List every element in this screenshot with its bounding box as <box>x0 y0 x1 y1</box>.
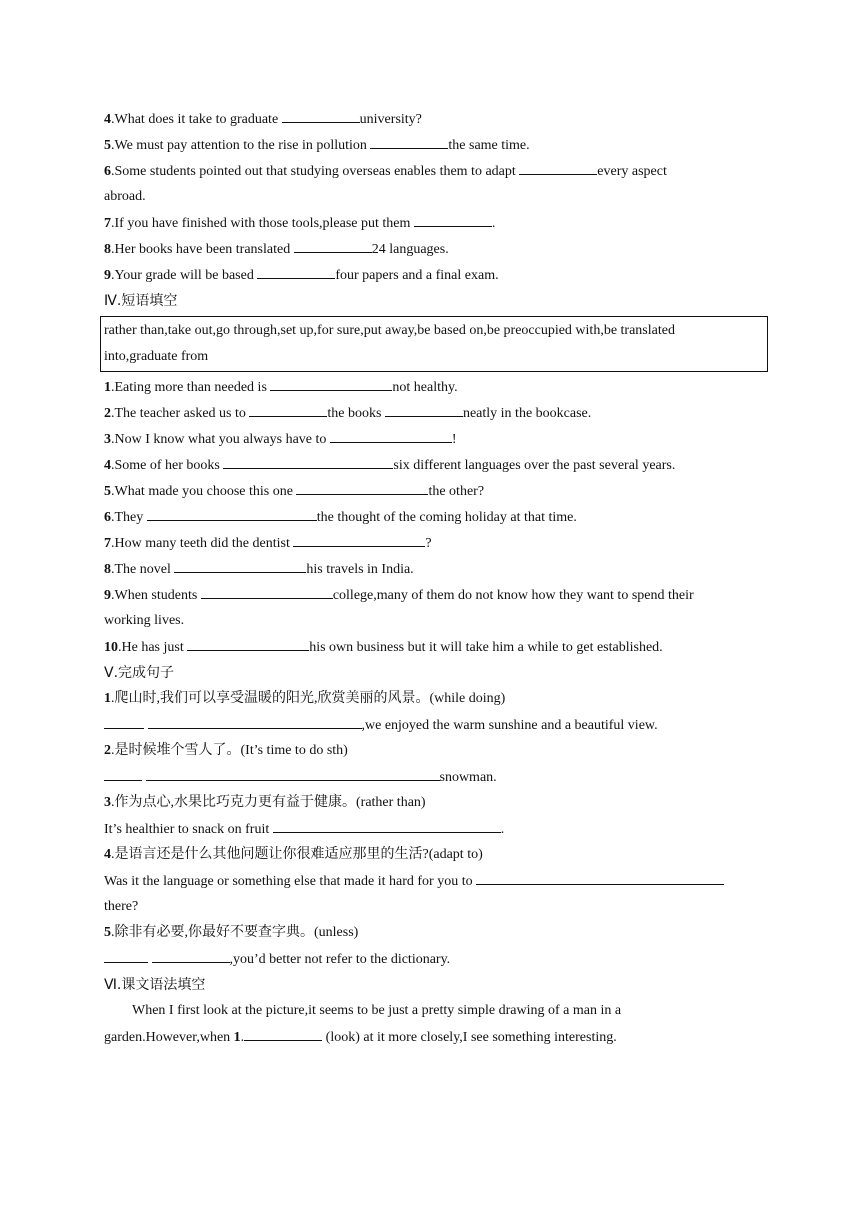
translation-prompt: 1.爬山时,我们可以享受温暖的阳光,欣赏美丽的风景。(while doing) <box>104 691 506 706</box>
translation-answer: ,you’d better not refer to the dictionary. <box>104 946 764 972</box>
answer-blank[interactable] <box>104 712 144 729</box>
word-bank-line: rather than,take out,go through,set up,for sure,put away,be based on,be preoccupied with,be translated <box>104 323 675 338</box>
section-heading: Ⅳ.短语填空 <box>104 293 178 309</box>
translation-prompt: 4.是语言还是什么其他问题让你很难适应那里的生活?(adapt to) <box>104 847 483 862</box>
exercise-item-continuation: abroad. <box>104 189 146 204</box>
translation-prompt: 5.除非有必要,你最好不要查字典。(unless) <box>104 925 359 940</box>
answer-blank[interactable] <box>146 764 440 781</box>
translation-answer: ,we enjoyed the warm sunshine and a beautiful view. <box>104 712 764 738</box>
exercise-item-continuation: working lives. <box>104 613 185 628</box>
answer-blank[interactable] <box>282 106 360 123</box>
section-heading: Ⅴ.完成句子 <box>104 665 175 681</box>
answer-blank[interactable] <box>273 816 501 833</box>
answer-blank[interactable] <box>294 236 372 253</box>
translation-answer: It’s healthier to snack on fruit . <box>104 816 764 842</box>
exercise-item: 4.What does it take to graduate university? <box>104 106 764 132</box>
answer-blank[interactable] <box>330 426 452 443</box>
answer-blank[interactable] <box>293 530 425 547</box>
answer-blank[interactable] <box>257 262 335 279</box>
answer-blank[interactable] <box>244 1024 322 1041</box>
exercise-item: 5.What made you choose this one the other? <box>104 478 764 504</box>
translation-answer: Was it the language or something else that made it hard for you to <box>104 868 764 894</box>
answer-blank[interactable] <box>370 132 448 149</box>
answer-blank[interactable] <box>296 478 428 495</box>
answer-blank[interactable] <box>187 634 309 651</box>
answer-blank[interactable] <box>223 452 393 469</box>
exercise-item: 5.We must pay attention to the rise in pollution the same time. <box>104 132 764 158</box>
exercise-item: 2.The teacher asked us to the books neatly in the bookcase. <box>104 400 764 426</box>
translation-answer: snowman. <box>104 764 764 790</box>
exercise-item: 6.Some students pointed out that studying overseas enables them to adapt every aspect <box>104 158 764 184</box>
exercise-item: 9.When students college,many of them do not know how they want to spend their <box>104 582 764 608</box>
answer-blank[interactable] <box>519 158 597 175</box>
answer-blank[interactable] <box>414 210 492 227</box>
answer-blank[interactable] <box>476 868 724 885</box>
answer-blank[interactable] <box>104 764 142 781</box>
answer-blank[interactable] <box>147 504 317 521</box>
exercise-item: 8.The novel his travels in India. <box>104 556 764 582</box>
paragraph-line: When I first look at the picture,it seems to be just a pretty simple drawing of a man in a <box>132 1003 622 1018</box>
translation-prompt: 3.作为点心,水果比巧克力更有益于健康。(rather than) <box>104 795 426 810</box>
exercise-item: 3.Now I know what you always have to ! <box>104 426 764 452</box>
answer-blank[interactable] <box>104 946 148 963</box>
exercise-item: 6.They the thought of the coming holiday at that time. <box>104 504 764 530</box>
word-bank-box <box>100 316 768 372</box>
section-heading: Ⅵ.课文语法填空 <box>104 977 206 993</box>
exercise-item: 9.Your grade will be based four papers and a final exam. <box>104 262 764 288</box>
exercise-item: 4.Some of her books six different languages over the past several years. <box>104 452 764 478</box>
exercise-item: 1.Eating more than needed is not healthy. <box>104 374 764 400</box>
answer-blank[interactable] <box>385 400 463 417</box>
exercise-item: 8.Her books have been translated 24 languages. <box>104 236 764 262</box>
answer-blank[interactable] <box>249 400 327 417</box>
translation-answer-continuation: there? <box>104 899 139 914</box>
exercise-item: 7.If you have finished with those tools,please put them . <box>104 210 764 236</box>
exercise-item: 7.How many teeth did the dentist ? <box>104 530 764 556</box>
worksheet-page <box>104 106 764 1050</box>
answer-blank[interactable] <box>152 946 230 963</box>
answer-blank[interactable] <box>148 712 362 729</box>
answer-blank[interactable] <box>201 582 333 599</box>
word-bank-line: into,graduate from <box>104 349 209 364</box>
paragraph-line: garden.However,when 1. (look) at it more closely,I see something interesting. <box>104 1024 764 1050</box>
exercise-item: 10.He has just his own business but it will take him a while to get established. <box>104 634 764 660</box>
answer-blank[interactable] <box>174 556 306 573</box>
translation-prompt: 2.是时候堆个雪人了。(It’s time to do sth) <box>104 743 348 758</box>
answer-blank[interactable] <box>270 374 392 391</box>
